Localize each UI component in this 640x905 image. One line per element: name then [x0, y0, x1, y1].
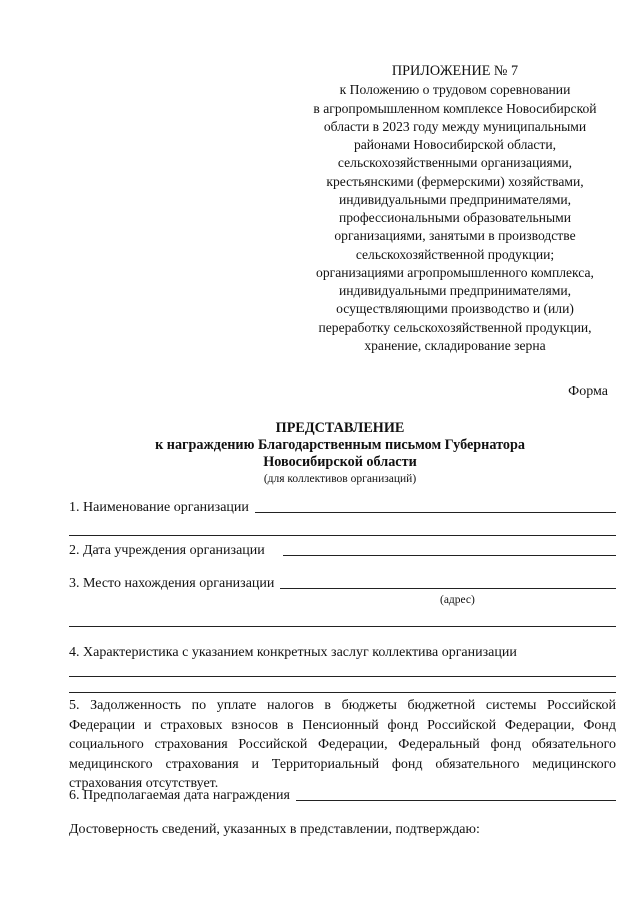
appendix-line: сельскохозяйственными организациями,	[337, 155, 573, 171]
field-organization-name	[69, 500, 616, 516]
appendix-line: организациями агропромышленного комплекса,	[316, 264, 594, 280]
field-1-label: 1. Наименование организации	[69, 500, 249, 515]
address-caption: (адрес)	[440, 594, 475, 606]
appendix-line: сельскохозяйственной продукции;	[355, 246, 555, 262]
field-founding-date	[69, 543, 616, 559]
field-6-blank[interactable]	[296, 799, 616, 801]
field-4-blank-line-2[interactable]	[69, 692, 616, 693]
field-1-blank[interactable]	[255, 511, 616, 513]
appendix-title: ПРИЛОЖЕНИЕ № 7	[391, 63, 519, 79]
appendix-header	[282, 62, 628, 355]
field-award-date	[69, 788, 616, 804]
field-3-blank[interactable]	[280, 587, 616, 589]
appendix-line: осуществляющими производство и (или)	[336, 301, 574, 317]
appendix-line: в агропромышленном комплексе Новосибирской	[313, 100, 597, 116]
title-line-3: Новосибирской области	[263, 454, 417, 470]
title-note: (для коллективов организаций)	[263, 473, 417, 485]
field-3-blank-line-2[interactable]	[69, 626, 616, 627]
field-3-label: 3. Место нахождения организации	[69, 576, 275, 591]
field-2-label: 2. Дата учреждения организации	[69, 543, 265, 558]
appendix-line: к Положению о трудовом соревновании	[339, 82, 571, 98]
field-2-blank[interactable]	[283, 554, 616, 556]
appendix-line: крестьянскими (фермерскими) хозяйствами,	[326, 173, 584, 189]
appendix-line: индивидуальными предпринимателями,	[338, 283, 571, 298]
field-6-label: 6. Предполагаемая дата награждения	[69, 788, 290, 803]
field-4-blank-line-1[interactable]	[69, 676, 616, 677]
field-location	[69, 576, 616, 592]
field-5-debt-statement: 5. Задолженность по уплате налогов в бюджеты бюджетной системы Российской Федерации и страховых взносов в Пенсионный фонд Российской Федерации, Фонд социального страхования Российской Федерации, Федеральный фонд обязательного медицинского страхования и Территориальный фонд обязательного медицинского страхования отсутствует.	[69, 698, 616, 791]
field-characteristics	[69, 645, 616, 661]
field-4-label: 4. Характеристика с указанием конкретных заслуг коллектива организации	[69, 645, 517, 660]
appendix-line: хранение, складирование зерна	[364, 337, 546, 353]
title-line-2: к награждению Благодарственным письмом Губернатора	[155, 437, 525, 453]
appendix-line: области в 2023 году между муниципальными	[323, 118, 587, 134]
appendix-line: переработку сельскохозяйственной продукции,	[318, 319, 592, 335]
appendix-line: организациями, занятыми в производстве	[334, 228, 576, 244]
confirmation-statement: Достоверность сведений, указанных в представлении, подтверждаю:	[69, 822, 480, 837]
appendix-line: индивидуальными предпринимателями,	[338, 191, 571, 207]
field-1-blank-line-2[interactable]	[69, 535, 616, 536]
title-line-1: ПРЕДСТАВЛЕНИЕ	[275, 420, 405, 436]
appendix-line: профессиональными образовательными	[338, 210, 572, 225]
appendix-line: районами Новосибирской области,	[353, 137, 557, 152]
form-label: Форма	[568, 384, 608, 399]
document-title	[60, 420, 620, 488]
